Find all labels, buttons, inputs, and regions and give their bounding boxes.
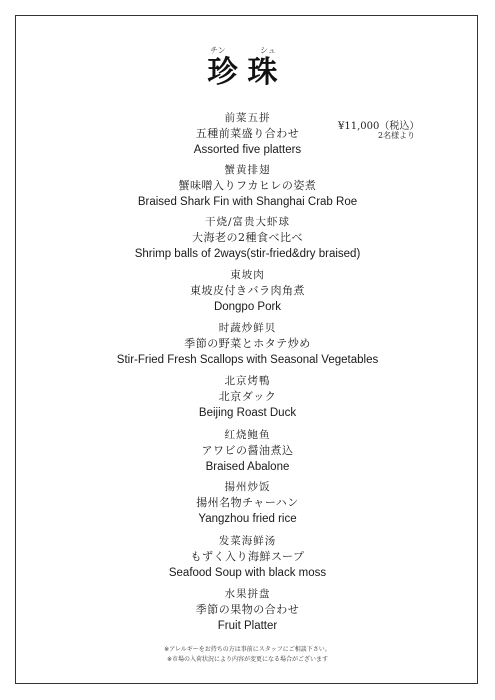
course-name-chinese: 北京烤鴨 <box>224 375 271 387</box>
course-name-chinese: 東坡肉 <box>230 269 265 281</box>
course-name-english: Braised Shark Fin with Shanghai Crab Roe <box>137 196 358 208</box>
course-name-japanese: もずく入り海鮮スープ <box>190 550 305 563</box>
course-name-japanese: 季節の果物の合わせ <box>195 603 300 616</box>
course-name-japanese: 大海老の2種食べ比べ <box>192 231 303 244</box>
course-item <box>0 111 495 159</box>
course-name-english: Dongpo Pork <box>213 301 282 313</box>
menu-title: 珍珠 <box>207 55 288 90</box>
course-name-chinese: 水果拼盘 <box>224 588 271 600</box>
title-ruby <box>199 45 299 55</box>
course-name-japanese: アワビの醤油煮込 <box>201 444 294 457</box>
course-name-japanese: 蟹味噌入りフカヒレの姿煮 <box>178 179 317 192</box>
course-name-english: Braised Abalone <box>205 461 290 473</box>
course-name-chinese: 干烧/富贵大虾球 <box>204 216 291 228</box>
course-name-english: Shrimp balls of 2ways(stir-fried&dry braised) <box>134 248 361 260</box>
course-name-japanese: 揚州名物チャーハン <box>196 496 299 509</box>
course-item <box>0 163 495 211</box>
course-item <box>0 268 495 316</box>
footnotes <box>0 645 495 665</box>
market-note: ※市場の入荷状況により内容が変更になる場合がございます <box>166 656 329 663</box>
course-name-japanese: 北京ダック <box>218 390 277 403</box>
course-item <box>0 480 495 528</box>
course-name-english: Assorted five platters <box>193 144 302 156</box>
course-name-chinese: 蟹黄排翅 <box>224 164 271 176</box>
title-ruby-1: チン <box>210 46 226 55</box>
course-name-chinese: 红烧鲍鱼 <box>224 429 271 441</box>
title-ruby-2: シュ <box>260 46 276 55</box>
course-item <box>0 587 495 635</box>
course-name-english: Stir-Fried Fresh Scallops with Seasonal Vegetables <box>116 354 379 366</box>
course-name-japanese: 東坡皮付きバラ肉角煮 <box>190 284 305 297</box>
course-name-chinese: 发菜海鲜汤 <box>218 535 277 547</box>
course-name-japanese: 季節の野菜とホタテ炒め <box>184 337 311 350</box>
course-item <box>0 374 495 422</box>
course-name-chinese: 时蔬炒鲜贝 <box>218 322 277 334</box>
course-name-japanese: 五種前菜盛り合わせ <box>195 127 300 140</box>
price-note: 2名様より <box>378 131 416 140</box>
course-item <box>0 215 495 263</box>
course-name-chinese: 前菜五拼 <box>224 112 271 124</box>
course-name-english: Yangzhou fried rice <box>198 513 297 525</box>
course-name-english: Fruit Platter <box>217 620 278 632</box>
course-item <box>0 428 495 476</box>
course-name-chinese: 揚州炒饭 <box>224 481 271 493</box>
course-name-english: Seafood Soup with black moss <box>168 567 327 579</box>
course-item <box>0 321 495 369</box>
course-name-english: Beijing Roast Duck <box>198 407 297 419</box>
course-price: ¥11,000（税込） <box>338 121 420 132</box>
course-item <box>0 534 495 582</box>
allergy-note: ※アレルギーをお持ちの方は事前にスタッフにご相談下さい。 <box>164 646 331 653</box>
